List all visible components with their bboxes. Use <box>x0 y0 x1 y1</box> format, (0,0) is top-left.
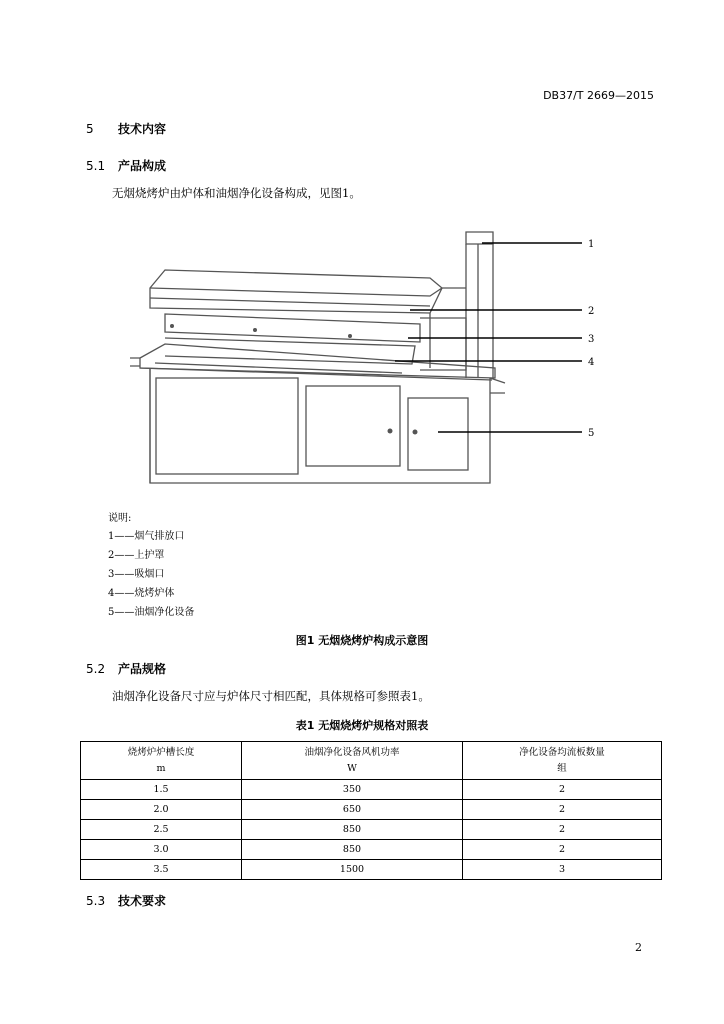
table-cell: 2 <box>463 820 662 840</box>
section-title: 技术内容 <box>118 122 167 136</box>
table-header-cell <box>81 742 242 780</box>
cabinet-door-middle <box>306 386 400 466</box>
section-5-2-heading <box>86 660 166 677</box>
table-header-cell <box>463 742 662 780</box>
table-cell: 850 <box>242 820 463 840</box>
legend-item: 5——油烟净化设备 <box>108 607 195 618</box>
table-cell: 2 <box>463 840 662 860</box>
table-row <box>81 860 662 880</box>
legend-item: 4——烧烤炉体 <box>108 588 175 599</box>
section-5-1-heading <box>86 157 166 174</box>
document-code: DB37/T 2669—2015 <box>543 89 654 102</box>
table-cell: 1.5 <box>81 780 242 800</box>
legend-item: 2——上护罩 <box>108 550 165 561</box>
table-cell: 1500 <box>242 860 463 880</box>
page-number: 2 <box>635 941 642 954</box>
spec-table <box>80 741 662 880</box>
table-cell: 2.0 <box>81 800 242 820</box>
table-row <box>81 780 662 800</box>
callout-4: 4 <box>588 357 595 368</box>
cabinet-door-right <box>408 398 468 470</box>
callout-1: 1 <box>588 239 595 250</box>
callout-5: 5 <box>588 428 595 439</box>
header-unit: m <box>156 762 166 774</box>
table-cell: 2 <box>463 780 662 800</box>
figure-caption: 图1 无烟烧烤炉构成示意图 <box>295 634 429 647</box>
callout-2: 2 <box>588 306 595 317</box>
upper-hood <box>150 270 442 313</box>
header-unit: W <box>347 762 357 774</box>
cabinet-door-left <box>156 378 298 474</box>
table-row <box>81 840 662 860</box>
chimney <box>466 232 493 244</box>
section-title: 产品规格 <box>118 662 167 676</box>
table-cell: 3.0 <box>81 840 242 860</box>
table-cell: 850 <box>242 840 463 860</box>
table-cell: 350 <box>242 780 463 800</box>
table-caption: 表1 无烟烧烤炉规格对照表 <box>295 719 429 732</box>
table-cell: 3.5 <box>81 860 242 880</box>
legend-title: 说明: <box>108 513 132 524</box>
table-row <box>81 800 662 820</box>
section-number: 5.2 <box>86 662 106 676</box>
table-header-row <box>81 742 662 780</box>
legend-item: 1——烟气排放口 <box>108 531 185 542</box>
header-unit: 组 <box>557 762 567 774</box>
suction-box <box>420 318 466 370</box>
section-number: 5.1 <box>86 159 106 173</box>
table-cell: 2 <box>463 800 662 820</box>
section-number: 5.3 <box>86 894 106 908</box>
section-5-2-paragraph: 油烟净化设备尺寸应与炉体尺寸相匹配，具体规格可参照表1。 <box>112 689 430 703</box>
section-5-heading <box>86 120 166 137</box>
table-cell: 2.5 <box>81 820 242 840</box>
section-5-1-paragraph: 无烟烧烤炉由炉体和油烟净化设备构成，见图1。 <box>112 186 361 200</box>
table-header-cell <box>242 742 463 780</box>
header-name: 净化设备均流板数量 <box>519 746 605 758</box>
table-cell: 3 <box>463 860 662 880</box>
section-title: 产品构成 <box>118 159 167 173</box>
section-5-3-heading <box>86 892 166 909</box>
table-cell: 650 <box>242 800 463 820</box>
section-number: 5 <box>86 122 94 136</box>
header-name: 油烟净化设备风机功率 <box>304 746 400 758</box>
section-title: 技术要求 <box>118 894 167 908</box>
table-row <box>81 820 662 840</box>
legend-item: 3——吸烟口 <box>108 569 165 580</box>
callout-3: 3 <box>588 334 595 345</box>
header-name: 烧烤炉炉槽长度 <box>127 746 195 758</box>
grill-diagram <box>120 218 610 498</box>
